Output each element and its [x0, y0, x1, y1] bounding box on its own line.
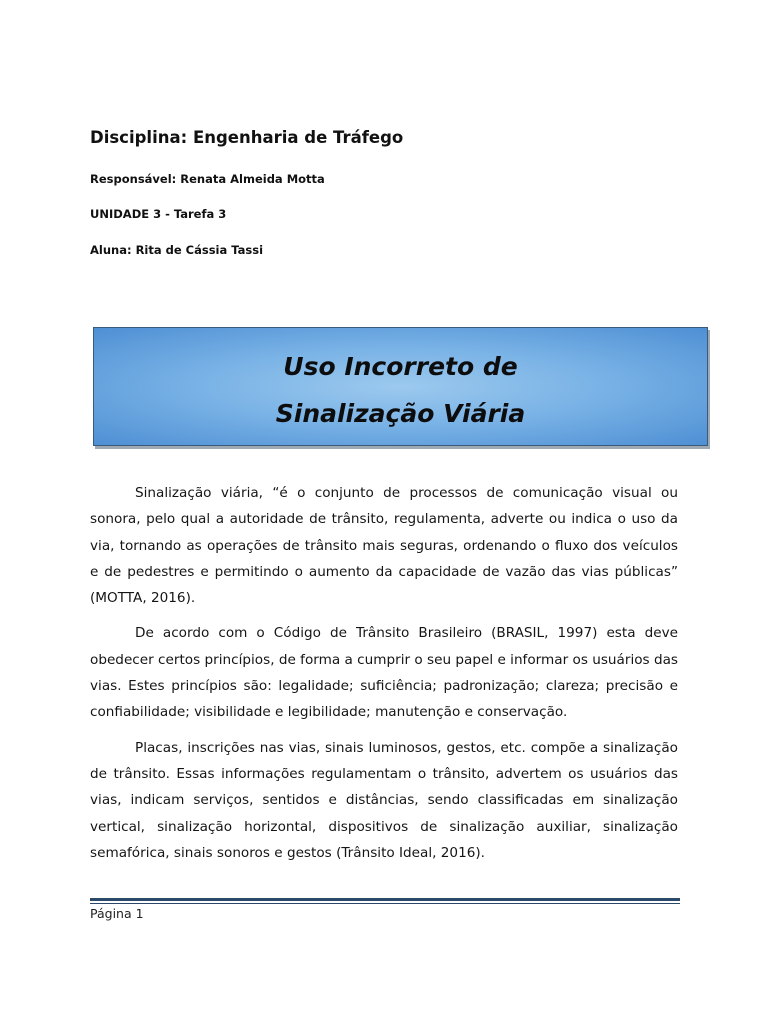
student-line: Aluna: Rita de Cássia Tassi	[90, 243, 264, 257]
page-number: Página 1	[90, 906, 144, 921]
title-line-1: Uso Incorreto de	[283, 352, 518, 381]
footer-divider	[90, 898, 680, 904]
body-text	[90, 480, 678, 875]
discipline-heading: Disciplina: Engenharia de Tráfego	[90, 128, 404, 147]
paragraph-definition: Sinalização viária, “é o conjunto de processos de comunicação visual ou sonora, pelo qual a autoridade de trânsito, regulamenta, adverte ou indica o uso da via, tornando as operações de trânsito mais seguras, ordenando o fluxo dos veículos e de pedestres e permitindo o aumento da capacidade de vazão das vias públicas” (MOTTA, 2016).	[90, 485, 678, 607]
paragraph-principles: De acordo com o Código de Trânsito Brasileiro (BRASIL, 1997) esta deve obedecer certos princípios, de forma a cumprir o seu papel e informar os usuários das vias. Estes princípios são: legalidade; suficiência; padronização; clareza; precisão e confiabilidade; visibilidade e legibilidade; manutenção e conservação.	[90, 625, 678, 721]
paragraph-classification: Placas, inscrições nas vias, sinais luminosos, gestos, etc. compõe a sinalização de trânsito. Essas informações regulamentam o trânsito, advertem os usuários das vias, indicam serviços, sentidos e distâncias, sendo classificadas em sinalização vertical, sinalização horizontal, dispositivos de sinalização auxiliar, sinalização semafórica, sinais sonoros e gestos (Trânsito Ideal, 2016).	[90, 739, 678, 861]
unit-line: UNIDADE 3 - Tarefa 3	[90, 207, 227, 221]
responsible-line: Responsável: Renata Almeida Motta	[90, 172, 325, 186]
title-line-2: Sinalização Viária	[275, 399, 526, 428]
title-banner	[93, 327, 708, 446]
